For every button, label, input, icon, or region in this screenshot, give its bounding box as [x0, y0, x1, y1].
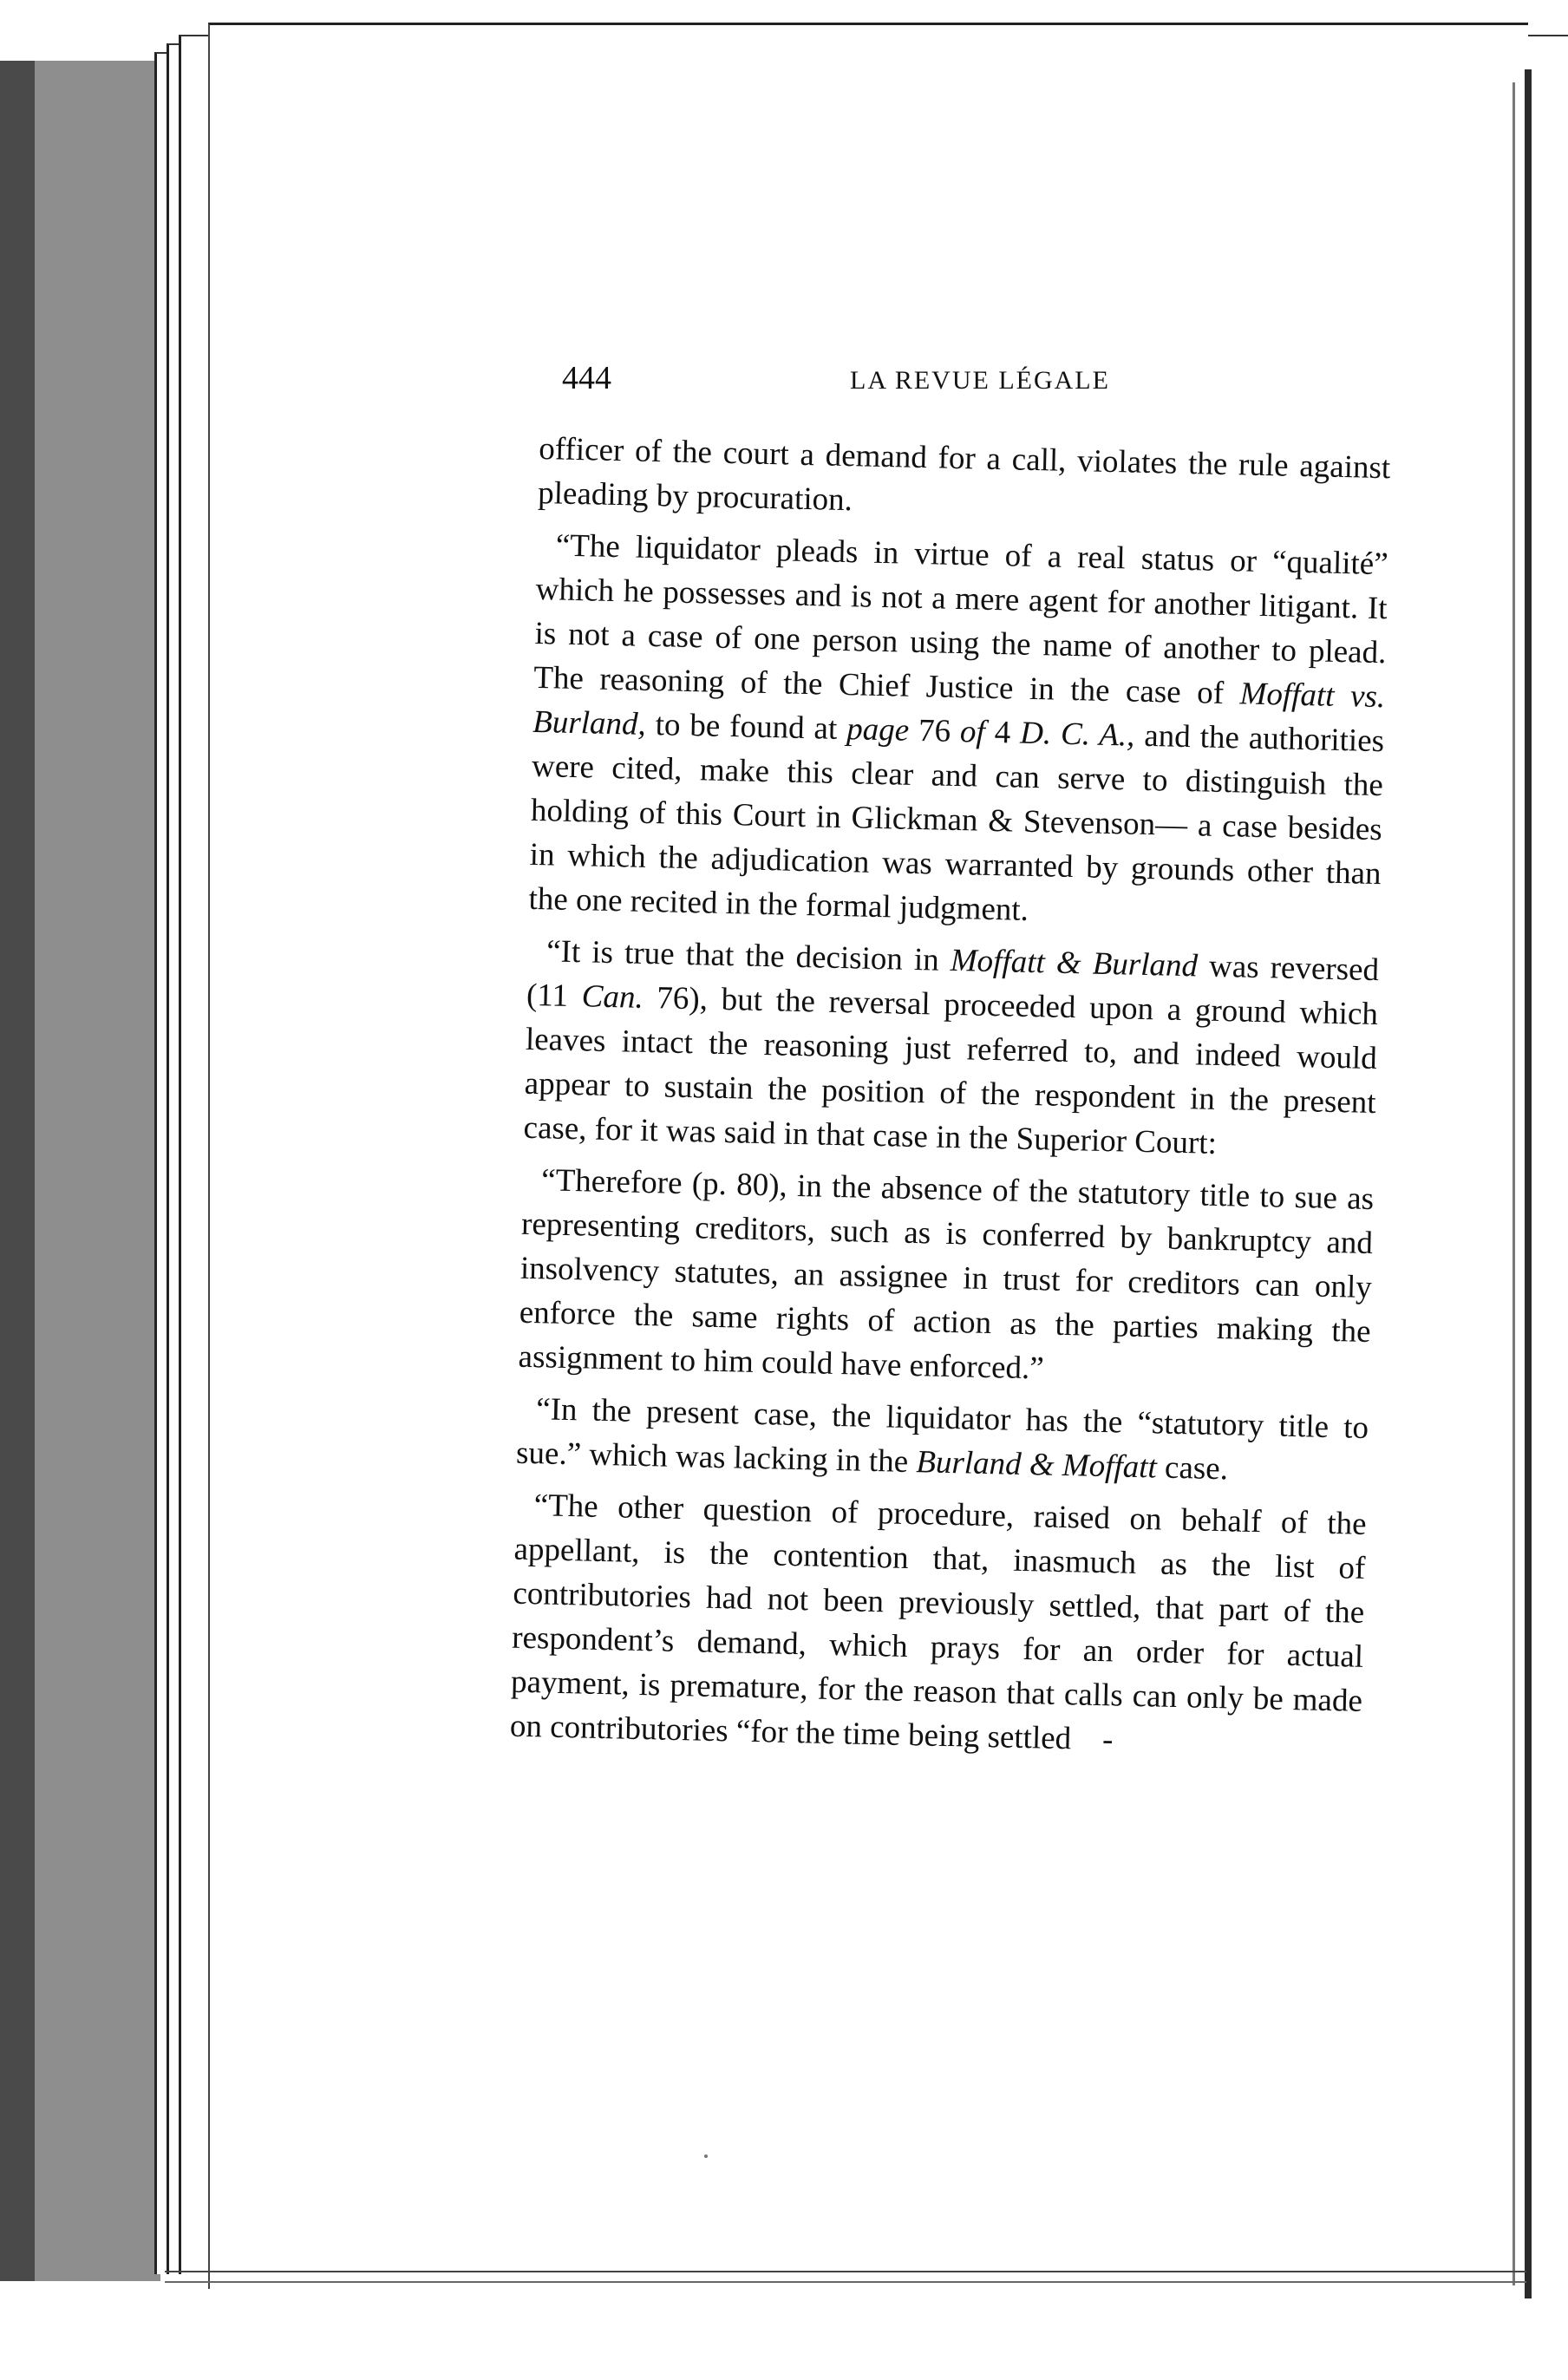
italic-run: Moffatt vs. Burland,	[532, 676, 1386, 742]
text-run: “It is true that the decision in	[546, 933, 951, 978]
italic-run: Burland & Moffatt	[915, 1444, 1158, 1486]
text-run: “The other question of procedure, raised on behalf of the appellant, is the contention that, inasmuch as the list of contributories had not been previously settled, that part of the respondent’s demand, which prays for an order for actual payment, is premature, for the reason that calls can only be made on contributories “for the time being settled	[509, 1488, 1368, 1757]
text-run: was reversed (11	[526, 948, 1380, 1015]
page-bottom-edges	[165, 2271, 1526, 2283]
page-number: 444	[562, 360, 611, 396]
page-header	[562, 359, 1386, 411]
text-run: “The liquidator pleads in virtue of a real status or “qualité” which he possesses and is not a mere agent for another litigant. It is not a case of one person using the name of another to plead. The reasoning of the Chief Justice in the case of	[532, 527, 1389, 712]
italic-run: page	[846, 711, 910, 749]
paragraph-p5	[516, 1387, 1369, 1494]
paragraph-p2	[528, 523, 1388, 940]
scan-background-edge	[0, 61, 35, 2281]
body-text	[509, 427, 1391, 1775]
text-run: “In the present case, the liquidator has the “statutory title to sue.” which was lacking in the	[515, 1391, 1369, 1481]
page-fold-line	[1512, 82, 1515, 2285]
page-binding-edge	[1525, 69, 1532, 2298]
text-run: 76), but the reversal proceeded upon a ground which leaves intact the reasoning just referred to, and indeed would appear to sustain the position of the respondent in the present case, for it was said in that case in the Superior Court:	[523, 979, 1379, 1161]
paragraph-p6	[509, 1483, 1367, 1768]
text-run: 4	[984, 714, 1021, 751]
italic-run: D. C. A.,	[1019, 715, 1135, 754]
italic-run: of	[959, 714, 986, 750]
text-run: 76	[908, 712, 961, 750]
paragraph-p1	[538, 427, 1391, 534]
paragraph-p4	[518, 1158, 1375, 1398]
trailing-mark: -	[1101, 1722, 1114, 1758]
italic-run: Moffatt & Burland	[950, 942, 1199, 984]
scan-speck	[704, 2154, 708, 2158]
text-run: to be found at	[645, 706, 847, 748]
text-run: officer of the court a demand for a call, violates the rule against pleading by procuration.	[537, 430, 1391, 519]
text-run: and the authorities were cited, make this clear and can serve to distinguish the holding of this Court in Glickman & Stevenson— a case besides in which the adjudication was warranted by grounds other than the one recited in the formal judgment.	[528, 717, 1385, 928]
paragraph-p3	[523, 929, 1380, 1169]
text-run: “Therefore (p. 80), in the absence of the statutory title to sue as representing creditors, such as is conferred by bankruptcy and insolvency statutes, an assignee in trust for creditors can only enforce the same rights of action as the parties making the assignment to him could have enforced.”	[518, 1162, 1375, 1387]
text-run: case.	[1156, 1449, 1229, 1488]
running-head: LA REVUE LÉGALE	[850, 366, 1110, 395]
italic-run: Can.	[581, 978, 644, 1016]
